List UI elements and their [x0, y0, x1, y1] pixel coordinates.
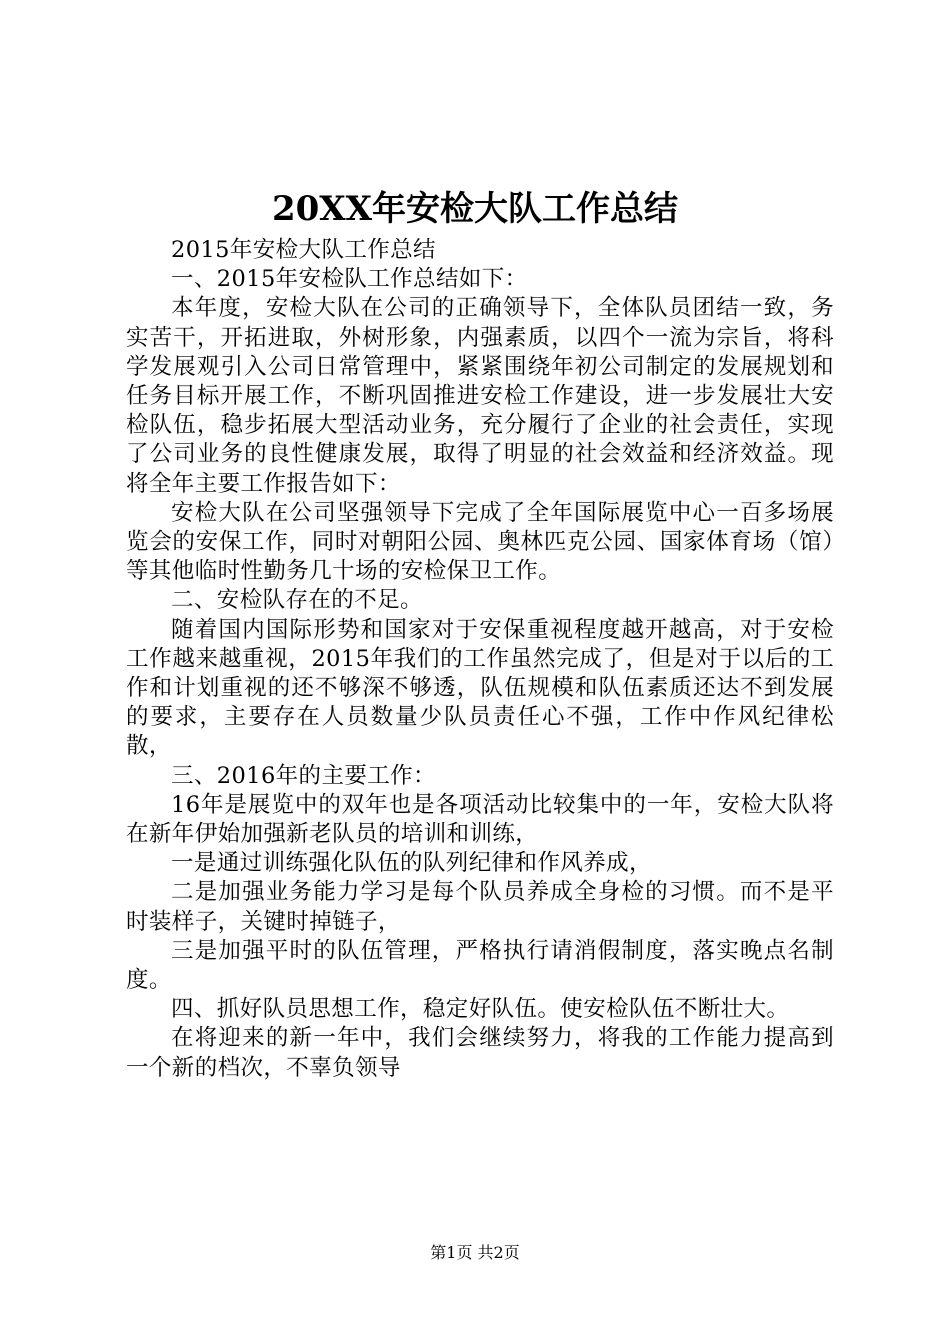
paragraph: 16年是展览中的双年也是各项活动比较集中的一年，安检大队将在新年伊始加强新老队员的培训和训练， — [126, 791, 834, 848]
paragraph: 本年度，安检大队在公司的正确领导下，全体队员团结一致，务实苦干，开拓进取，外树形象，内强素质，以四个一流为宗旨，将科学发展观引入公司日常管理中，紧紧围绕年初公司制定的发展规划和任务目标开展工作，不断巩固推进安检工作建设，进一步发展壮大安检队伍，稳步拓展大型活动业务，充分履行了企业的社会责任，实现了公司业务的良性健康发展，取得了明显的社会效益和经济效益。现将全年主要工作报告如下： — [126, 295, 834, 497]
paragraph: 在将迎来的新一年中，我们会继续努力，将我的工作能力提高到一个新的档次，不辜负领导 — [126, 1025, 834, 1081]
paragraph: 一、2015年安检队工作总结如下： — [171, 266, 528, 293]
paragraph: 四、抓好队员思想工作，稳定好队伍。使安检队伍不断壮大。 — [171, 996, 790, 1023]
paragraph: 一是通过训练强化队伍的队列纪律和作风养成， — [171, 850, 652, 877]
paragraph: 二、安检队存在的不足。 — [171, 587, 423, 614]
paragraph: 三是加强平时的队伍管理，严格执行请消假制度，落实晚点名制度。 — [126, 937, 834, 994]
document-title: 20XX年安检大队工作总结 — [271, 189, 679, 229]
document-body — [126, 236, 834, 1083]
paragraph: 二是加强业务能力学习是每个队员养成全身检的习惯。而不是平时装样子，关键时掉链子， — [126, 879, 834, 935]
paragraph: 随着国内国际形势和国家对于安保重视程度越开越高，对于安检工作越来越重视，2015年我们的工作虽然完成了，但是对于以后的工作和计划重视的还不够深不够透，队伍规模和队伍素质还达不到发展的要求，主要存在人员数量少队员责任心不强，工作中作风纪律松散， — [126, 616, 834, 760]
page-number-footer: 第1页 共2页 — [430, 1243, 520, 1262]
paragraph: 三、2016年的主要工作： — [171, 762, 436, 789]
paragraph: 安检大队在公司坚强领导下完成了全年国际展览中心一百多场展览会的安保工作，同时对朝阳公园、奥林匹克公园、国家体育场（馆）等其他临时性勤务几十场的安检保卫工作。 — [126, 499, 834, 585]
paragraph: 2015年安检大队工作总结 — [171, 237, 436, 263]
